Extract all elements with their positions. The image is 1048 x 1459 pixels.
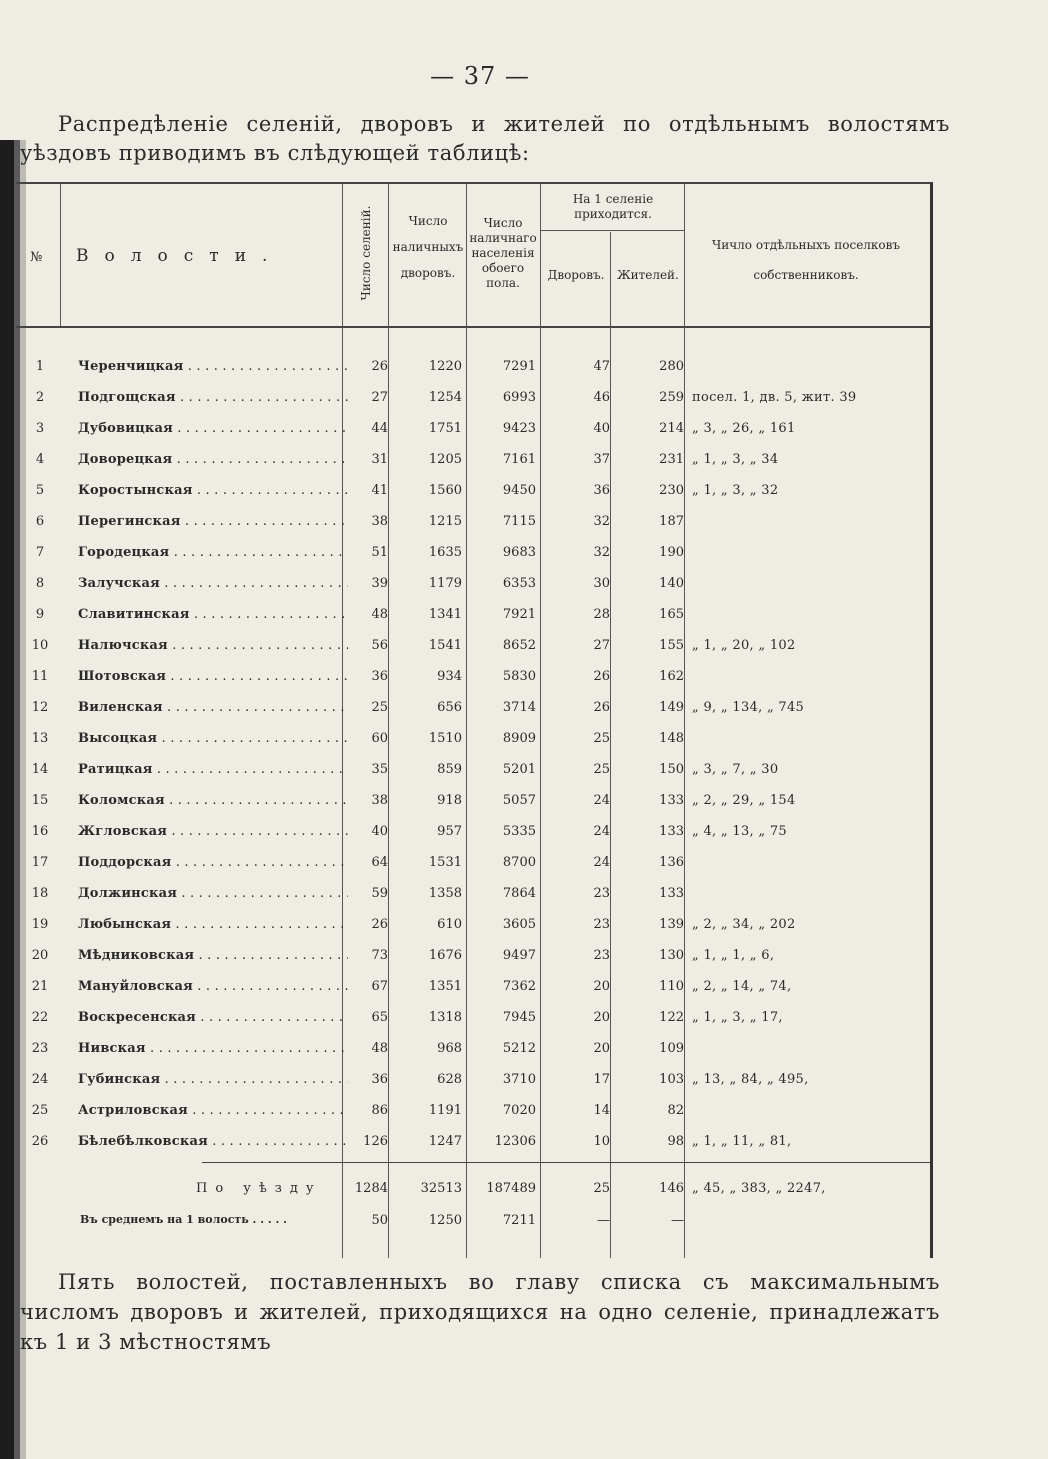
average-villages: 50: [371, 1213, 388, 1228]
households-count: 1341: [428, 607, 462, 622]
volost-name: Мануйловская . . .: [78, 979, 348, 994]
households-count: 1205: [428, 452, 462, 467]
row-number: 13: [31, 731, 49, 746]
population-count: 3714: [502, 700, 536, 715]
volost-name: Славитинская . . .: [78, 607, 348, 622]
residents-per-village: 133: [659, 793, 684, 808]
row-number: 7: [35, 545, 45, 560]
villages-count: 31: [371, 452, 388, 467]
row-number: 2: [35, 390, 45, 405]
row-number: 21: [31, 979, 49, 994]
residents-per-village: 187: [659, 514, 684, 529]
total-villages: 1284: [354, 1181, 388, 1196]
population-count: 5057: [502, 793, 536, 808]
volost-name: Нивская . . .: [78, 1041, 348, 1056]
residents-per-village: 162: [659, 669, 684, 684]
settlements-info: „ 1, „ 1, „ 6,: [692, 948, 775, 963]
households-per-village: 40: [593, 421, 610, 436]
villages-count: 48: [371, 607, 388, 622]
households-count: 1318: [428, 1010, 462, 1025]
villages-count: 39: [371, 576, 388, 591]
table-row: [16, 352, 930, 383]
residents-per-village: 148: [659, 731, 684, 746]
households-count: 628: [437, 1072, 462, 1087]
villages-count: 41: [371, 483, 388, 498]
volost-name: Виленская . . .: [78, 700, 348, 715]
table-row: [16, 848, 930, 879]
header-volost: Волости.: [76, 246, 284, 266]
households-count: 918: [437, 793, 462, 808]
settlements-info: „ 1, „ 20, „ 102: [692, 638, 796, 653]
households-per-village: 20: [593, 1010, 610, 1025]
villages-count: 73: [371, 948, 388, 963]
households-per-village: 23: [593, 948, 610, 963]
households-per-village: 25: [593, 731, 610, 746]
row-number: 16: [31, 824, 49, 839]
households-count: 1676: [428, 948, 462, 963]
households-count: 859: [437, 762, 462, 777]
volost-name: Поддорская . . .: [78, 855, 348, 870]
households-count: 1351: [428, 979, 462, 994]
households-per-village: 24: [593, 855, 610, 870]
row-number: 9: [35, 607, 45, 622]
population-count: 9450: [502, 483, 536, 498]
volost-name: Черенчицкая . . .: [78, 359, 348, 374]
households-count: 1191: [428, 1103, 462, 1118]
residents-per-village: 190: [659, 545, 684, 560]
households-per-village: 17: [593, 1072, 610, 1087]
households-per-village: 25: [593, 762, 610, 777]
population-count: 9497: [502, 948, 536, 963]
header-villages: Число селеній.: [359, 205, 373, 301]
population-count: 12306: [494, 1134, 536, 1149]
statistics-table: [16, 182, 933, 1258]
row-number: 26: [31, 1134, 49, 1149]
volost-name: Залучская . . .: [78, 576, 348, 591]
table-row: [16, 569, 930, 600]
volost-name: Подгощская . . .: [78, 390, 348, 405]
settlements-info: „ 9, „ 134, „ 745: [692, 700, 805, 715]
population-count: 8909: [502, 731, 536, 746]
table-row: [16, 910, 930, 941]
population-count: 8700: [502, 855, 536, 870]
residents-per-village: 214: [659, 421, 684, 436]
villages-count: 86: [371, 1103, 388, 1118]
residents-per-village: 98: [667, 1134, 684, 1149]
households-count: 1541: [428, 638, 462, 653]
average-population: 7211: [502, 1213, 536, 1228]
residents-per-village: 139: [659, 917, 684, 932]
row-number: 14: [31, 762, 49, 777]
volost-name: Губинская . . .: [78, 1072, 348, 1087]
households-count: 1531: [428, 855, 462, 870]
intro-paragraph: Распредѣленіе селеній, дворовъ и жителей по отдѣльнымъ волостямъ уѣздовъ приводимъ въ слѣдующей таблицѣ:: [20, 112, 950, 165]
average-per-households: —: [597, 1213, 610, 1228]
header-per-households: Дворовъ.: [547, 268, 605, 282]
volost-name: Любынская . . .: [78, 917, 348, 932]
residents-per-village: 155: [659, 638, 684, 653]
households-count: 968: [437, 1041, 462, 1056]
households-count: 610: [437, 917, 462, 932]
settlements-info: „ 3, „ 7, „ 30: [692, 762, 779, 777]
households-per-village: 10: [593, 1134, 610, 1149]
villages-count: 26: [371, 359, 388, 374]
table-row: [16, 631, 930, 662]
households-per-village: 32: [593, 545, 610, 560]
residents-per-village: 109: [659, 1041, 684, 1056]
villages-count: 48: [371, 1041, 388, 1056]
totals-divider: [202, 1162, 930, 1163]
table-row: [16, 662, 930, 693]
average-per-residents: —: [671, 1213, 684, 1228]
header-per-village: На 1 селеніе приходится.: [572, 192, 654, 221]
households-per-village: 27: [593, 638, 610, 653]
table-row: [16, 972, 930, 1003]
row-number: 3: [35, 421, 45, 436]
households-count: 1254: [428, 390, 462, 405]
villages-count: 38: [371, 793, 388, 808]
table-row: [16, 879, 930, 910]
population-count: 5201: [502, 762, 536, 777]
households-count: 1635: [428, 545, 462, 560]
table-row: [16, 724, 930, 755]
header-per-residents: Жителей.: [617, 268, 679, 282]
row-number: 15: [31, 793, 49, 808]
table-row: [16, 941, 930, 972]
villages-count: 56: [371, 638, 388, 653]
households-per-village: 30: [593, 576, 610, 591]
households-per-village: 24: [593, 824, 610, 839]
table-row: [16, 507, 930, 538]
households-count: 1179: [428, 576, 462, 591]
residents-per-village: 280: [659, 359, 684, 374]
table-row: [16, 1065, 930, 1096]
volost-name: Жгловская . . .: [78, 824, 348, 839]
households-count: 1247: [428, 1134, 462, 1149]
population-count: 5335: [502, 824, 536, 839]
table-row: [16, 786, 930, 817]
households-count: 1220: [428, 359, 462, 374]
population-count: 6353: [502, 576, 536, 591]
households-per-village: 20: [593, 979, 610, 994]
table-row: [16, 445, 930, 476]
households-per-village: 14: [593, 1103, 610, 1118]
total-label: По уѣзду: [196, 1181, 322, 1196]
volost-name: Доворецкая . . .: [78, 452, 348, 467]
households-count: 1560: [428, 483, 462, 498]
volost-name: Коростынская . . .: [78, 483, 348, 498]
row-number: 12: [31, 700, 49, 715]
row-number: 24: [31, 1072, 49, 1087]
households-count: 1751: [428, 421, 462, 436]
households-count: 934: [437, 669, 462, 684]
residents-per-village: 136: [659, 855, 684, 870]
households-per-village: 23: [593, 917, 610, 932]
households-count: 656: [437, 700, 462, 715]
table-row: [16, 538, 930, 569]
settlements-info: „ 1, „ 11, „ 81,: [692, 1134, 792, 1149]
population-count: 9683: [502, 545, 536, 560]
volost-name: Высоцкая . . .: [78, 731, 348, 746]
population-count: 7864: [502, 886, 536, 901]
households-per-village: 23: [593, 886, 610, 901]
households-count: 957: [437, 824, 462, 839]
villages-count: 60: [371, 731, 388, 746]
villages-count: 25: [371, 700, 388, 715]
volost-name: Налючская . . .: [78, 638, 348, 653]
residents-per-village: 259: [659, 390, 684, 405]
row-number: 20: [31, 948, 49, 963]
households-per-village: 26: [593, 669, 610, 684]
residents-per-village: 103: [659, 1072, 684, 1087]
table-row: [16, 755, 930, 786]
villages-count: 26: [371, 917, 388, 932]
total-row: [16, 1174, 930, 1205]
villages-count: 67: [371, 979, 388, 994]
average-label: Въ среднемъ на 1 волость . . . . .: [80, 1213, 287, 1226]
villages-count: 126: [363, 1134, 388, 1149]
population-count: 7945: [502, 1010, 536, 1025]
settlements-info: „ 1, „ 3, „ 17,: [692, 1010, 783, 1025]
settlements-info: „ 2, „ 34, „ 202: [692, 917, 796, 932]
households-per-village: 28: [593, 607, 610, 622]
residents-per-village: 133: [659, 824, 684, 839]
average-households: 1250: [428, 1213, 462, 1228]
households-per-village: 20: [593, 1041, 610, 1056]
volost-name: Мѣдниковская . . .: [78, 948, 348, 963]
total-households: 32513: [420, 1181, 462, 1196]
residents-per-village: 231: [659, 452, 684, 467]
row-number: 4: [35, 452, 45, 467]
header-settlements: Чичло отдѣльныхъ поселковъ собственниковъ.: [711, 238, 901, 282]
volost-name: Воскресенская . . .: [78, 1010, 348, 1025]
header-population: Число наличнаго населенія обоего пола.: [469, 216, 537, 290]
households-per-village: 24: [593, 793, 610, 808]
row-number: 17: [31, 855, 49, 870]
population-count: 7362: [502, 979, 536, 994]
population-count: 9423: [502, 421, 536, 436]
villages-count: 64: [371, 855, 388, 870]
row-number: 6: [35, 514, 45, 529]
households-per-village: 32: [593, 514, 610, 529]
residents-per-village: 230: [659, 483, 684, 498]
table-row: [16, 1096, 930, 1127]
households-per-village: 26: [593, 700, 610, 715]
population-count: 6993: [502, 390, 536, 405]
volost-name: Бѣлебѣлковская . . .: [78, 1134, 348, 1149]
settlements-info: „ 2, „ 14, „ 74,: [692, 979, 792, 994]
settlements-info: „ 2, „ 29, „ 154: [692, 793, 796, 808]
residents-per-village: 149: [659, 700, 684, 715]
population-count: 3605: [502, 917, 536, 932]
total-population: 187489: [486, 1181, 536, 1196]
villages-count: 59: [371, 886, 388, 901]
population-count: 7291: [502, 359, 536, 374]
row-number: 22: [31, 1010, 49, 1025]
settlements-info: посел. 1, дв. 5, жит. 39: [692, 390, 857, 405]
population-count: 8652: [502, 638, 536, 653]
villages-count: 44: [371, 421, 388, 436]
villages-count: 27: [371, 390, 388, 405]
row-number: 8: [35, 576, 45, 591]
villages-count: 51: [371, 545, 388, 560]
residents-per-village: 133: [659, 886, 684, 901]
households-per-village: 46: [593, 390, 610, 405]
households-per-village: 37: [593, 452, 610, 467]
population-count: 5830: [502, 669, 536, 684]
volost-name: Перегинская . . .: [78, 514, 348, 529]
page-number: — 37 —: [430, 62, 530, 90]
header-households: Число наличныхъ дворовъ.: [392, 214, 464, 280]
residents-per-village: 130: [659, 948, 684, 963]
volost-name: Дубовицкая . . .: [78, 421, 348, 436]
population-count: 7115: [502, 514, 536, 529]
villages-count: 38: [371, 514, 388, 529]
population-count: 7921: [502, 607, 536, 622]
villages-count: 35: [371, 762, 388, 777]
villages-count: 65: [371, 1010, 388, 1025]
residents-per-village: 110: [659, 979, 684, 994]
table-row: [16, 693, 930, 724]
households-per-village: 47: [593, 359, 610, 374]
average-row: [16, 1206, 930, 1237]
population-count: 7161: [502, 452, 536, 467]
table-row: [16, 383, 930, 414]
population-count: 5212: [502, 1041, 536, 1056]
row-number: 25: [31, 1103, 49, 1118]
table-row: [16, 817, 930, 848]
residents-per-village: 82: [667, 1103, 684, 1118]
table-row: [16, 600, 930, 631]
households-count: 1358: [428, 886, 462, 901]
row-number: 11: [31, 669, 49, 684]
residents-per-village: 140: [659, 576, 684, 591]
volost-name: Должинская . . .: [78, 886, 348, 901]
row-number: 1: [35, 359, 45, 374]
table-row: [16, 1127, 930, 1158]
volost-name: Городецкая . . .: [78, 545, 348, 560]
table-row: [16, 414, 930, 445]
population-count: 3710: [502, 1072, 536, 1087]
villages-count: 36: [371, 1072, 388, 1087]
settlements-info: „ 3, „ 26, „ 161: [692, 421, 796, 436]
residents-per-village: 165: [659, 607, 684, 622]
row-number: 5: [35, 483, 45, 498]
settlements-info: „ 1, „ 3, „ 32: [692, 483, 779, 498]
closing-paragraph: Пять волостей, поставленныхъ во главу списка съ максимальнымъ числомъ дворовъ и жителей, приходящихся на одно селеніе, принадлежатъ къ 1 и 3 мѣстностямъ: [20, 1270, 940, 1354]
table-row: [16, 1003, 930, 1034]
villages-count: 36: [371, 669, 388, 684]
residents-per-village: 122: [659, 1010, 684, 1025]
households-count: 1215: [428, 514, 462, 529]
households-per-village: 36: [593, 483, 610, 498]
table-row: [16, 476, 930, 507]
total-settlements: „ 45, „ 383, „ 2247,: [692, 1181, 826, 1196]
volost-name: Шотовская . . .: [78, 669, 348, 684]
settlements-info: „ 4, „ 13, „ 75: [692, 824, 787, 839]
volost-name: Астриловская . . .: [78, 1103, 348, 1118]
settlements-info: „ 1, „ 3, „ 34: [692, 452, 779, 467]
households-count: 1510: [428, 731, 462, 746]
settlements-info: „ 13, „ 84, „ 495,: [692, 1072, 809, 1087]
volost-name: Ратицкая . . .: [78, 762, 348, 777]
volost-name: Коломская . . .: [78, 793, 348, 808]
residents-per-village: 150: [659, 762, 684, 777]
row-number: 18: [31, 886, 49, 901]
header-num: №: [30, 250, 43, 265]
total-per-households: 25: [593, 1181, 610, 1196]
population-count: 7020: [502, 1103, 536, 1118]
table-row: [16, 1034, 930, 1065]
row-number: 23: [31, 1041, 49, 1056]
row-number: 19: [31, 917, 49, 932]
row-number: 10: [31, 638, 49, 653]
total-per-residents: 146: [659, 1181, 684, 1196]
table-header: [16, 184, 930, 328]
villages-count: 40: [371, 824, 388, 839]
